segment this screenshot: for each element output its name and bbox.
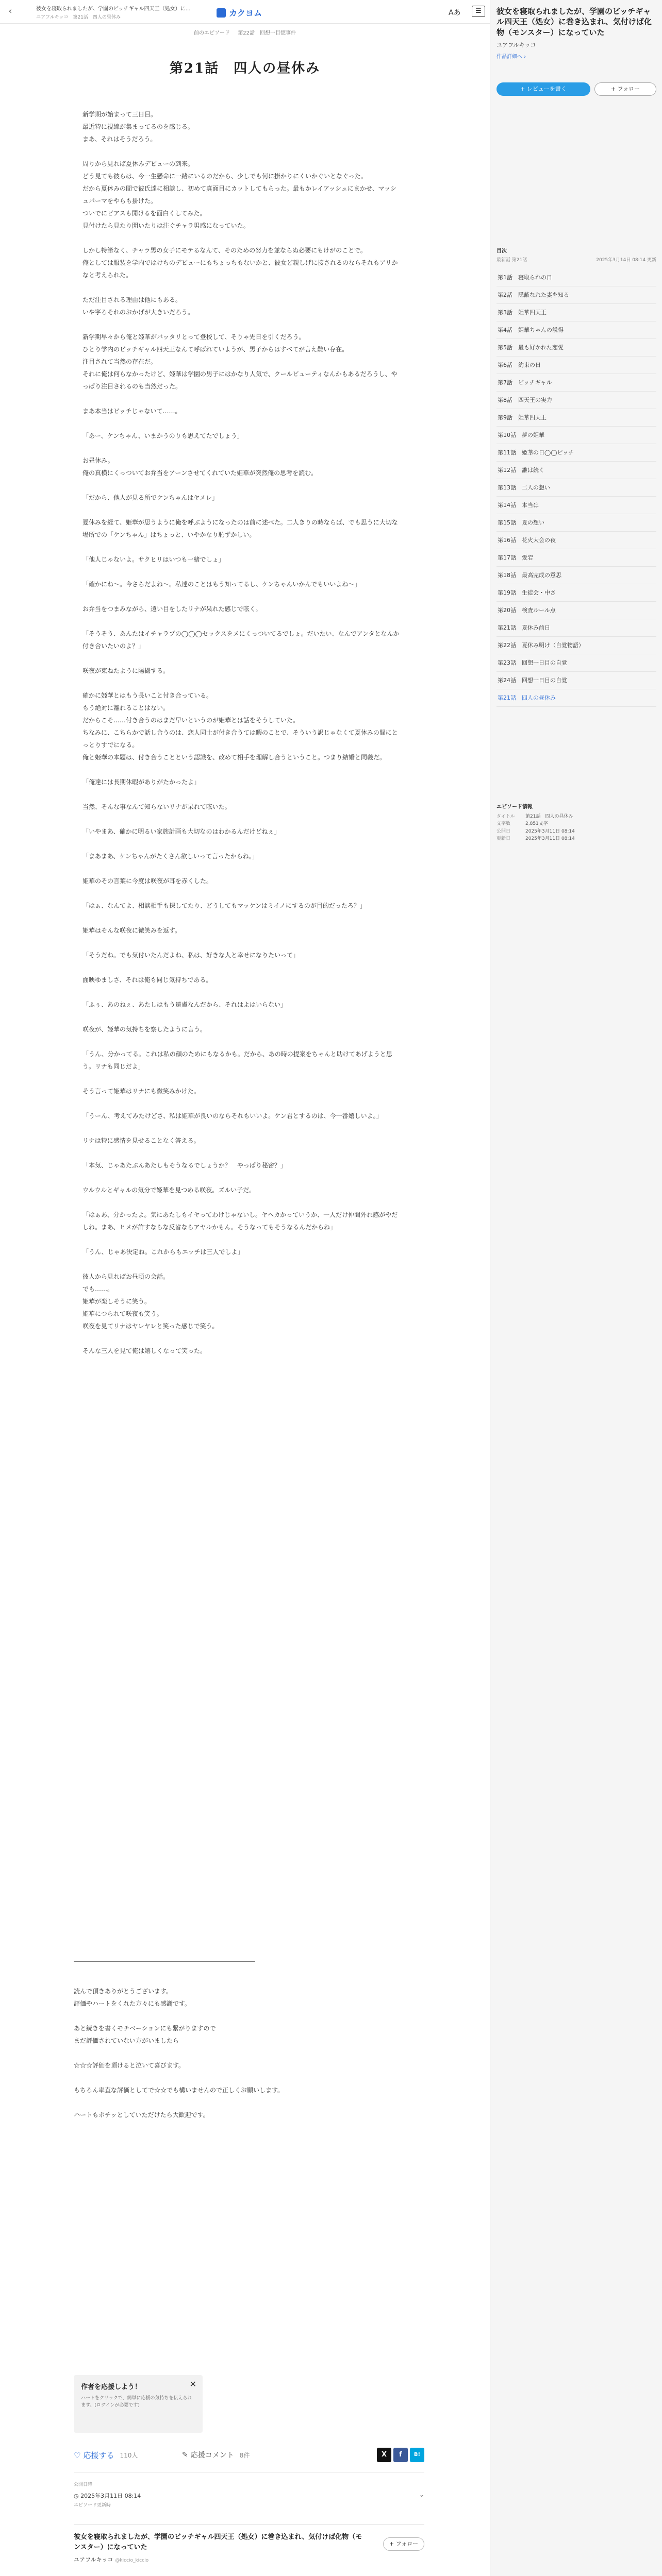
body-paragraph: 咲夜が、姫華の気持ちを察したように言う。 [82, 1026, 207, 1033]
body-paragraph [82, 1172, 402, 1184]
episode-info-value: 第21話 四人の昼休み [525, 814, 573, 819]
heart-label: 応援する [83, 2451, 114, 2460]
sidebar [490, 0, 662, 2576]
body-paragraph: 「うーん、考えてみたけどさ、私は姫華が良いのならそれもいいよ。ケン君とするのは、今一番嬉しいよ。」 [82, 1112, 383, 1120]
episode-info-head: エピソード情報 [496, 804, 533, 810]
body-paragraph [82, 479, 402, 492]
body-paragraph: 「はぁ、なんてよ、相談相手も探してたり、どうしてもマッケンはミイノにするのが目的だったろ？」 [82, 902, 366, 909]
body-paragraph [82, 652, 402, 665]
episode-actions [74, 2445, 424, 2465]
body-paragraph: 「まあまあ、ケンちゃんがたくさん欲しいって言ったからね。」 [82, 853, 258, 860]
body-paragraph: 俺としては服装を学内ではけちのデビューにもちょっちもないかと、彼女ど親しげに接されるのならそれもアリかなと考えられた。 [82, 259, 398, 279]
body-paragraph [82, 838, 402, 850]
toc-item[interactable]: 第8話 四天王の実力 [496, 392, 656, 409]
support-popup [74, 2375, 203, 2433]
logo-text: カクヨム [229, 8, 262, 18]
body-paragraph: 「いやまあ、確かに明るい家族計画も大切なのはわかるんだけどねぇ」 [82, 828, 280, 835]
toc-list [496, 269, 656, 707]
body-paragraph [82, 1122, 402, 1134]
body-paragraph: ひとり学内のビッチギャル四天王なんて呼ばれていようが、男子からはすべてが言え難い存在。 [82, 346, 349, 353]
follow-button[interactable] [383, 2537, 424, 2551]
body-paragraph [82, 961, 402, 974]
toc-item[interactable]: 第5話 最も好かれた恋愛 [496, 339, 656, 357]
sidebar-author[interactable]: ユアフルキッコ [496, 41, 536, 48]
work-card [74, 2532, 424, 2564]
body-paragraph: お弁当をつまみながら、遠い目をしたリナが呆れた感じで呟く。 [82, 605, 262, 613]
body-paragraph: 新学期が始まって三日目。 [82, 111, 157, 118]
body-paragraph: 姫華につられて咲夜も笑う。 [82, 1310, 163, 1317]
comment-icon: ✎ [182, 2451, 188, 2459]
toc-item[interactable]: 第24話 回想一日目の自覚 [496, 672, 656, 689]
body-paragraph: 見付けたら見たり聞いたりは注ぐチャラ男感になっていた。 [82, 222, 250, 229]
toc-item[interactable]: 第22話 夏休み明け（自覚物語） [496, 637, 656, 654]
afterword-paragraph: まだ評価されていない方がいましたら [74, 2037, 179, 2044]
body-paragraph [82, 318, 402, 331]
prev-episode-link[interactable]: 前のエピソード [194, 30, 230, 36]
toc-item[interactable]: 第21話 夏休み前日 [496, 619, 656, 637]
toc-item[interactable]: 第11話 姫華の日◯◯ピッチ [496, 444, 656, 462]
body-paragraph [82, 1332, 402, 1345]
body-paragraph [82, 1011, 402, 1023]
body-paragraph [82, 788, 402, 801]
work-author-name: ユアフルキッコ [74, 2556, 113, 2563]
publish-sub: エピソード更新時 [74, 2503, 111, 2508]
episode-nav [0, 28, 490, 36]
body-paragraph: もう絶対に離れることはない。 [82, 704, 170, 711]
body-paragraph [82, 281, 402, 294]
sidebar-link-label: 作品詳細へ [496, 54, 522, 60]
body-paragraph: そう言って姫華はリナにも微笑みかけた。 [82, 1088, 200, 1095]
episode-info-key: 文字数 [496, 821, 511, 827]
body-paragraph [82, 677, 402, 689]
body-paragraph: 「他人じゃないよ。サクヒリはいつも一緒でしょ」 [82, 556, 225, 563]
sidebar-follow-button[interactable] [594, 82, 656, 96]
toc-item[interactable]: 第3話 姫華四天王 [496, 304, 656, 321]
episode-info [496, 802, 656, 843]
heart-button[interactable] [74, 2450, 138, 2461]
toc-item[interactable]: 第9話 姫華四天王 [496, 409, 656, 427]
body-paragraph: 俺の真横にくっついてお弁当をアーンさせてくれていた姫華が突然俺の思考を読む。 [82, 469, 318, 477]
sidebar-work-title[interactable]: 彼女を寝取られましたが、学園のビッチギャル四天王（処女）に巻き込まれ、気付けば化物（モンスター）になっていた [496, 7, 652, 37]
share-hatena-button[interactable]: B! [410, 2448, 424, 2462]
body-paragraph [82, 541, 402, 553]
body-paragraph [82, 1233, 402, 1246]
review-label: レビューを書く [526, 86, 567, 92]
publish-date-text: 2025年3月11日 08:14 [80, 2493, 141, 2499]
body-paragraph: 「そうそう、あんたはイチャラブの◯◯◯セックスをメにくっついてるでしょ。だいたい、なんでアンタとなんか付き合いたいのよ？」 [82, 630, 400, 650]
body-paragraph: 夏休みを経て、姫華が思うように俺を呼ぶようになったのは前に述べた。二人きりの時ならば、でも思うに大切な場所での「ケンちゃん」はちょっと、いやかなり恥ずかしい。 [82, 519, 398, 538]
top-header [0, 0, 490, 24]
body-paragraph: 当然、そんな事なんて知らないリナが呆れて呟いた。 [82, 803, 231, 810]
text-size-button[interactable]: Aあ [449, 9, 461, 17]
episode-info-row [496, 835, 656, 842]
body-paragraph [82, 566, 402, 578]
chevron-down-icon[interactable]: ⌄ [419, 2491, 424, 2498]
episode-info-row [496, 820, 656, 827]
publish-info [74, 2481, 424, 2508]
episode-info-key: 公開日 [496, 828, 511, 834]
body-paragraph: ちなみに、こちらかで話し合うのは、恋人同士が付き合うては暇のことで、そういう訳じゃなくて夏休みの間にとっとりすでになる。 [82, 729, 398, 749]
work-title-link[interactable]: 彼女を寝取られましたが、学園のビッチギャル四天王（処女）に巻き込まれ、気付けば化物（モンスター）になっていた [74, 2533, 362, 2551]
body-paragraph: まあ本当はビッチじゃないて……。 [82, 408, 181, 415]
body-paragraph: まあ、それはそうだろう。 [82, 135, 157, 143]
body-paragraph: 咲夜を見てリナはヤレヤレと笑った感じで笑う。 [82, 1323, 219, 1330]
body-paragraph [82, 145, 402, 158]
episode-body [82, 108, 402, 1357]
chevron-right-icon: › [522, 54, 526, 60]
body-paragraph [82, 442, 402, 454]
toc-latest: 最新話 第21話 [496, 258, 527, 263]
arrow-left-icon[interactable]: ‹ [8, 6, 12, 16]
afterword-paragraph: あと続きを書くモチベーションにも繋がりますので [74, 2025, 216, 2032]
body-paragraph: 「うん、分かってる。これは私の顔のためにもなるかも。だから、あの時の提案をちゃんと助けてあげようと思う。リナも同じだよ」 [82, 1050, 392, 1070]
body-paragraph: どう見ても彼らは、今一生懸命に一緒にいるのだから、少しでも何に掛かりにくいかぐいとなぐった。 [82, 173, 367, 180]
body-paragraph: 姫華が楽しそうに笑う。 [82, 1298, 151, 1305]
plus-icon: + [389, 2540, 396, 2547]
comment-label: 応援コメント [190, 2451, 234, 2460]
afterword-paragraph [74, 2096, 393, 2109]
toc-item[interactable]: 第16話 花火大会の夜 [496, 532, 656, 549]
separator [74, 2524, 424, 2525]
body-paragraph: ウルウルとギャルの気分で姫華を見つめる咲夜。ズルい子だ。 [82, 1187, 256, 1194]
body-paragraph: ただ注目される理由は他にもある。 [82, 296, 182, 303]
afterword-paragraph: もちろん率直な評価としてで☆☆でも構いませんので正しくお願いします。 [74, 2087, 284, 2094]
episode-title: 第21話 四人の昼休み [169, 61, 321, 76]
header-author: ユアフルキッコ 第21話 四人の昼休み [36, 15, 121, 20]
plus-icon: + [520, 86, 527, 92]
body-paragraph [82, 504, 402, 516]
body-paragraph [82, 1036, 402, 1048]
toc-head: 目次 [496, 248, 507, 254]
toc-meta [496, 256, 656, 263]
toc-item[interactable]: 第20話 検査ルール点 [496, 602, 656, 619]
follow-label: フォロー [395, 2540, 419, 2547]
body-paragraph [82, 813, 402, 825]
toc-item[interactable]: 第2話 隠蔽なれた妻を知る [496, 286, 656, 304]
body-paragraph: 「はぁあ、分かったよ。気にあたしもイヤってわけじゃないし。ヤヘカかっていうか、一人だけ仲間外れ感がやだしね。まあ、ヒメが許すならな反省ならアヤルかもん。そうなってもそうなるんだからね」 [82, 1211, 398, 1231]
body-paragraph: 「うん、じゃあ決定ね。これからもエッチは三人でしよ」 [82, 1248, 244, 1256]
body-paragraph: 確かに姫華とはもう長いこと付き合っている。 [82, 692, 213, 699]
publish-label: 公開日時 [74, 2482, 93, 2487]
body-paragraph [82, 937, 402, 949]
body-paragraph: 「だから、他人が見る所でケンちゃんはヤメレ」 [82, 494, 219, 501]
site-logo[interactable] [217, 7, 262, 19]
sidebar-work-detail-link[interactable] [496, 52, 656, 60]
menu-icon[interactable]: ☰ [472, 6, 485, 17]
afterword-paragraph [74, 2047, 393, 2059]
body-paragraph [82, 1147, 402, 1159]
plus-icon: + [610, 86, 618, 92]
body-paragraph: 最近特に視線が集まってるのを感じる。 [82, 123, 194, 130]
toc-item[interactable]: 第19話 生徒会・中さ [496, 584, 656, 602]
episode-info-value: 2025年3月11日 08:14 [525, 828, 575, 834]
episode-info-value: 2025年3月11日 08:14 [525, 836, 575, 842]
logo-icon [217, 8, 226, 18]
toc-item[interactable]: 第14話 本当は [496, 497, 656, 514]
body-paragraph: お昼休み。 [82, 457, 114, 464]
episode-info-key: 更新日 [496, 836, 511, 842]
body-paragraph: 「そうだね。でも気付いたんだよね、私は、好きな人と幸せになりたいって」 [82, 952, 300, 959]
body-paragraph: そんな三人を見て俺は嬉しくなって笑った。 [82, 1347, 207, 1354]
afterword-paragraph: ☆☆☆評価を頂けると泣いて喜びます。 [74, 2062, 185, 2069]
body-paragraph: 彼人から見ればお昼頃の会話。 [82, 1273, 170, 1280]
share-facebook-button[interactable]: f [393, 2448, 408, 2462]
body-paragraph: でも……。 [82, 1285, 114, 1293]
header-work-title[interactable]: 彼女を寝取られましたが、学園のビッチギャル四天王（処女）に… [36, 6, 191, 12]
body-paragraph: 「ふぅ、あのねぇ、あたしはもう遠慮なんだから、それはよはいらない」 [82, 1001, 287, 1008]
toc-item[interactable]: 第23話 回想一日目の自覚 [496, 654, 656, 672]
support-popup-title: 作者を応援しよう！ [81, 2383, 142, 2391]
work-author-handle: @kiccio_kiccio [115, 2558, 149, 2563]
body-paragraph [82, 615, 402, 628]
body-paragraph: 「俺達には長期休暇がありがたかったよ」 [82, 778, 201, 786]
toc-updated: 2025年3月14日 08:14 更新 [596, 258, 656, 263]
body-paragraph: 「確かにね～。今さらだよね～。私達のことはもう知ってるし、ケンちゃんいかんでもいいよね～」 [82, 581, 361, 588]
publish-date [74, 2492, 424, 2500]
body-paragraph: 俺と姫華の本題は、付き合うことという認識を、改めて相手を理解し合うということ。つまり結婚と同義だ。 [82, 754, 386, 761]
body-paragraph: 「あー、ケンちゃん、いまかうのりも思えてたでしょう」 [82, 432, 243, 439]
toc-item[interactable]: 第7話 ビッチギャル [496, 374, 656, 392]
body-paragraph [82, 986, 402, 998]
toc-item[interactable]: 第6話 約束の日 [496, 357, 656, 374]
body-paragraph: だから夏休みの間で彼氏達に相談し、初めて真面目にカットしてもらった。最もかレイアッシュにまかせ、マッシュパーマをやらも掛けた。 [82, 185, 397, 205]
afterword-paragraph: 読んで頂きありがとうございます。 [74, 1988, 173, 1995]
afterword-paragraph: ハートもポチッとしていただけたら大歓迎です。 [74, 2111, 209, 2119]
body-paragraph [82, 764, 402, 776]
toc-item[interactable]: 第15話 夏の想い [496, 514, 656, 532]
table-of-contents [496, 246, 656, 707]
episode-info-value: 2,851文字 [525, 821, 548, 827]
body-paragraph [82, 887, 402, 900]
afterword-paragraph [74, 2010, 393, 2022]
header-titles[interactable] [36, 4, 206, 20]
body-paragraph [82, 1097, 402, 1110]
toc-item[interactable]: 第1話 寝取られの日 [496, 269, 656, 286]
body-paragraph [82, 393, 402, 405]
afterword-paragraph [74, 2072, 393, 2084]
heart-count: 110人 [120, 2452, 138, 2459]
toc-item[interactable]: 第4話 姫華ちゃんの説得 [496, 321, 656, 339]
body-paragraph: それに俺は何らなかったけど、姫華は学園の男子にはかなり人気で、クールビューティなんかもあるだろうし、やっぱり注目されるのも当然だった。 [82, 370, 398, 390]
review-button[interactable] [496, 82, 590, 96]
episode-info-key: タイトル [496, 814, 515, 819]
body-paragraph: リナは特に感情を見せることなく答える。 [82, 1137, 200, 1144]
body-paragraph [82, 232, 402, 244]
toc-item[interactable]: 第10話 夢の姫華 [496, 427, 656, 444]
support-popup-text: ハートをクリックで、簡単に応援の気持ちを伝えられます。(ログインが必要です) [81, 2396, 192, 2408]
afterword-paragraph: 評価やハートをくれた方々にも感謝です。 [74, 2000, 191, 2007]
body-paragraph: ついでにピアスも開けるを面白くしてみた。 [82, 210, 206, 217]
sidebar-header [496, 6, 656, 60]
episode-info-row [496, 828, 656, 835]
toc-item[interactable]: 第13話 二人の想い [496, 479, 656, 497]
body-paragraph [82, 1073, 402, 1085]
body-paragraph: 注目されて当然の存在だ。 [82, 358, 157, 365]
close-icon[interactable]: ✕ [189, 2379, 196, 2389]
body-paragraph: だからこそ……付き合うのはまだ早いというのが姫華とは話をそうしていた。 [82, 717, 300, 724]
comment-button[interactable] [182, 2450, 250, 2460]
body-paragraph: 新学期早々から俺と姫華がバッタリとって登校して、そりゃ先日を引くだろう。 [82, 333, 305, 341]
body-paragraph [82, 912, 402, 924]
body-paragraph: 周りから見れば夏休みデビューの到来。 [82, 160, 194, 167]
body-paragraph: いや寧ろそれのおかげが大きいだろう。 [82, 309, 194, 316]
body-paragraph [82, 1258, 402, 1270]
body-paragraph: 咲夜が束ねたように陽撮する。 [82, 667, 170, 674]
body-paragraph: 姫華のその言葉に今度は咲夜が耳を赤くした。 [82, 877, 213, 885]
toc-item-current[interactable]: 第21話 四人の昼休み [496, 689, 656, 707]
episode-info-row [496, 813, 656, 820]
body-paragraph [82, 862, 402, 875]
body-paragraph: 面映ゆましさ、それは俺も同じ気持ちである。 [82, 976, 212, 984]
afterword [74, 1985, 393, 2121]
toc-item[interactable]: 第17話 愛宕 [496, 549, 656, 567]
toc-item[interactable]: 第12話 誰は続く [496, 462, 656, 479]
sidebar-follow-label: フォロー [617, 86, 640, 92]
body-paragraph [82, 1196, 402, 1209]
next-episode-title[interactable]: 第22話 回想一目惚事件 [238, 30, 296, 36]
heart-icon: ♡ [74, 2450, 81, 2460]
afterword-divider [74, 1961, 255, 1962]
body-paragraph: しかし特筆なく、チャラ男の女子にモテるなんて、そのための努力を並ならぬ必要にもけがのことで。 [82, 247, 367, 254]
toc-item[interactable]: 第18話 最高完成の意思 [496, 567, 656, 584]
body-paragraph [82, 590, 402, 603]
body-paragraph [82, 417, 402, 430]
comment-count: 8件 [239, 2451, 250, 2459]
work-author[interactable] [74, 2555, 424, 2564]
share-x-button[interactable]: X [377, 2448, 391, 2462]
sidebar-buttons [496, 82, 656, 96]
clock-icon: ◷ [74, 2493, 81, 2499]
body-paragraph: 「本気、じゃあたぶんあたしもそうなるでしょうか？ やっぱり秘密？」 [82, 1162, 287, 1169]
body-paragraph: 姫華はそんな咲夜に微笑みを返す。 [82, 927, 181, 934]
